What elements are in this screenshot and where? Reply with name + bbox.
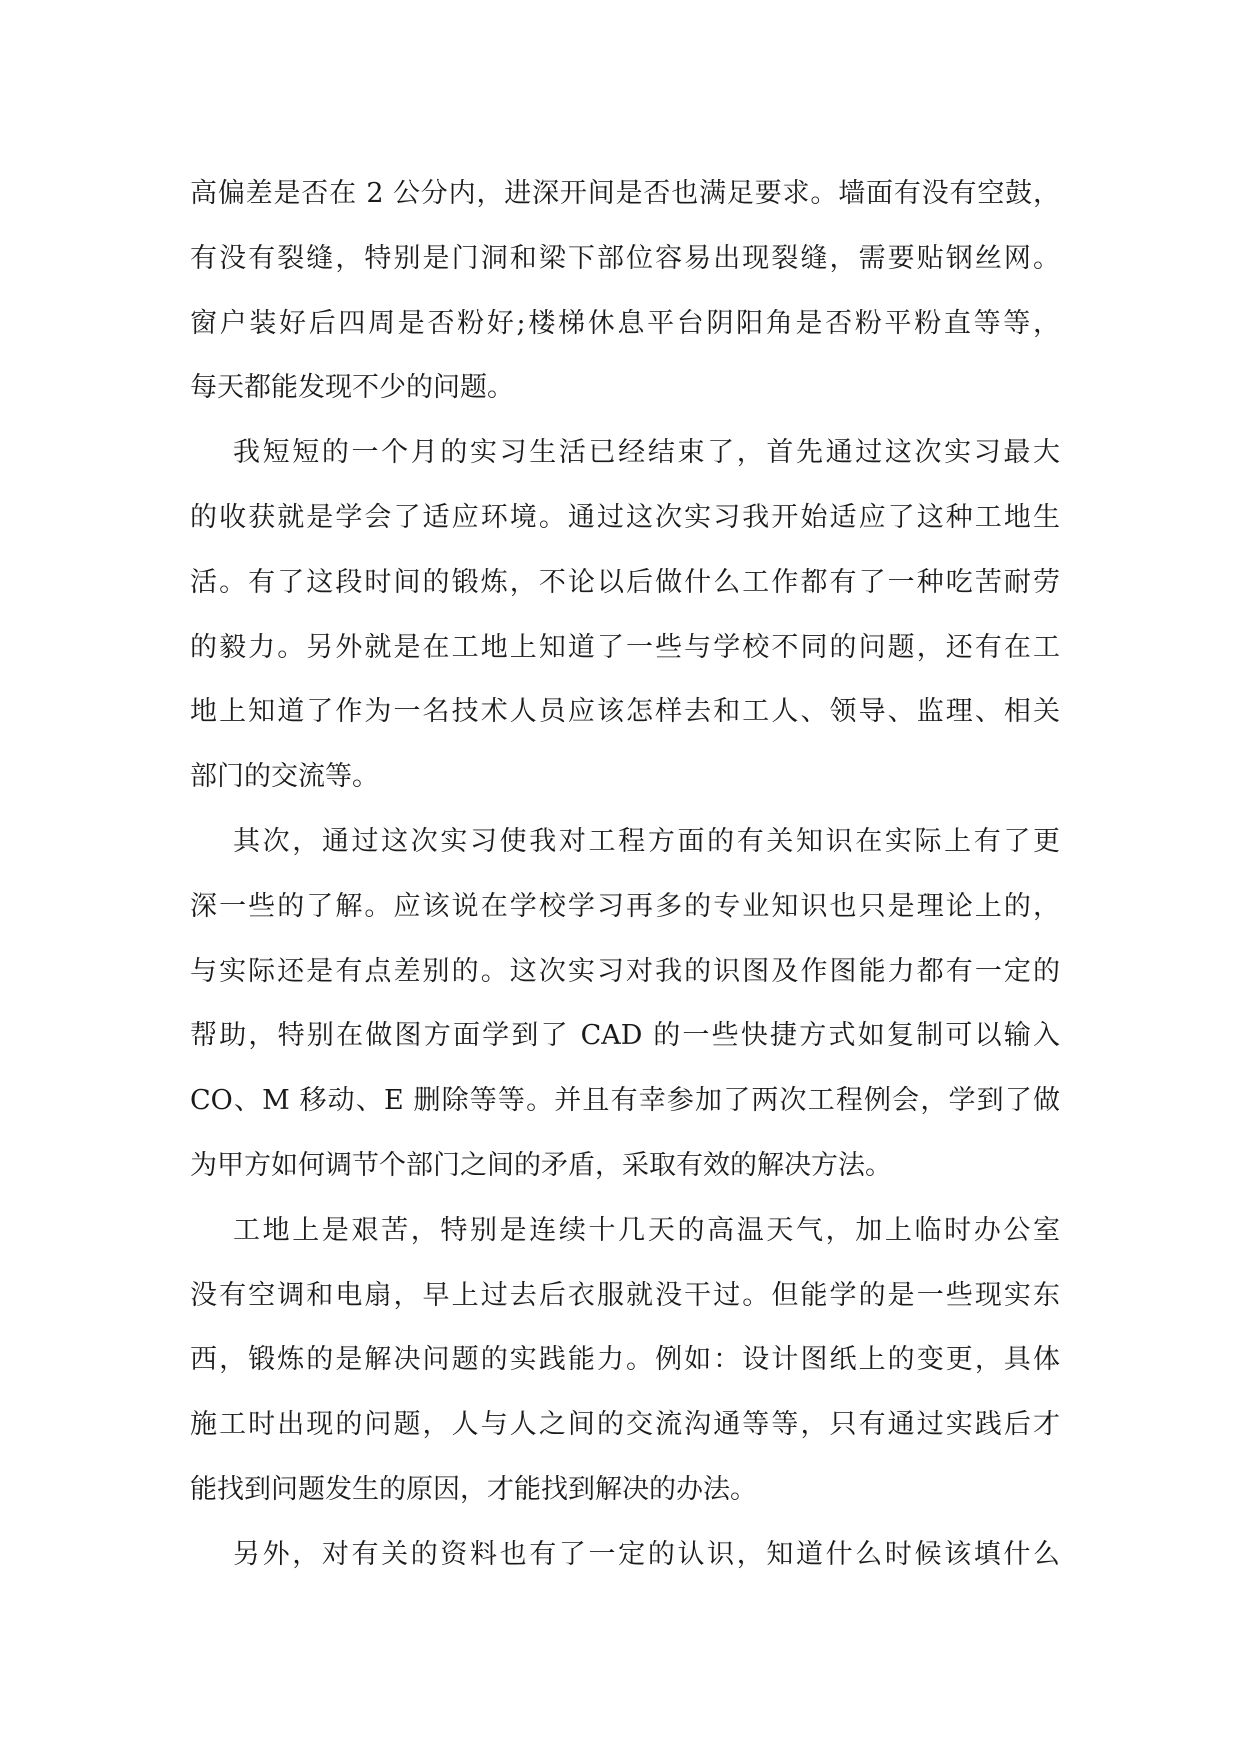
text-line: 与实际还是有点差别的。这次实习对我的识图及作图能力都有一定的 [190,955,1060,987]
text-line: 为甲方如何调节个部门之间的矛盾，采取有效的解决方法。 [190,1149,892,1181]
text-line: 有没有裂缝，特别是门洞和梁下部位容易出现裂缝，需要贴钢丝网。 [190,242,1060,274]
text-line: 地上知道了作为一名技术人员应该怎样去和工人、领导、监理、相关 [190,696,1060,728]
text-line: 窗户装好后四周是否粉好;楼梯休息平台阴阳角是否粉平粉直等等， [190,307,1060,339]
paragraph-1 [190,162,1060,421]
text-line: CO、M 移动、E 删除等等。并且有幸参加了两次工程例会，学到了做 [190,1085,1060,1117]
text-line: 其次，通过这次实习使我对工程方面的有关知识在实际上有了更 [233,825,1060,857]
text-line: 施工时出现的问题，人与人之间的交流沟通等等，只有通过实践后才 [190,1409,1060,1441]
text-line: 西，锻炼的是解决问题的实践能力。例如：设计图纸上的变更，具体 [190,1344,1060,1376]
paragraph-3 [190,810,1060,1199]
text-line: 我短短的一个月的实习生活已经结束了，首先通过这次实习最大 [233,437,1060,469]
text-line: 每天都能发现不少的问题。 [190,372,514,404]
text-line: 的毅力。另外就是在工地上知道了一些与学校不同的问题，还有在工 [190,631,1060,663]
paragraph-4 [190,1199,1060,1523]
text-line: 活。有了这段时间的锻炼，不论以后做什么工作都有了一种吃苦耐劳 [190,566,1060,598]
text-line: 另外，对有关的资料也有了一定的认识，知道什么时候该填什么 [233,1538,1060,1570]
text-line: 能找到问题发生的原因，才能找到解决的办法。 [190,1473,757,1505]
text-line: 的收获就是学会了适应环境。通过这次实习我开始适应了这种工地生 [190,501,1060,533]
text-line: 深一些的了解。应该说在学校学习再多的专业知识也只是理论上的， [190,890,1060,922]
text-line: 没有空调和电扇，早上过去后衣服就没干过。但能学的是一些现实东 [190,1279,1060,1311]
text-line: 部门的交流等。 [190,761,379,793]
text-line: 工地上是艰苦，特别是连续十几天的高温天气，加上临时办公室 [233,1214,1060,1246]
paragraph-5 [190,1523,1060,1588]
text-line: 高偏差是否在 2 公分内，进深开间是否也满足要求。墙面有没有空鼓， [190,178,1060,209]
body-text [190,162,1060,1588]
paragraph-2 [190,421,1060,810]
text-line: 帮助，特别在做图方面学到了 CAD 的一些快捷方式如复制可以输入 [190,1020,1060,1052]
